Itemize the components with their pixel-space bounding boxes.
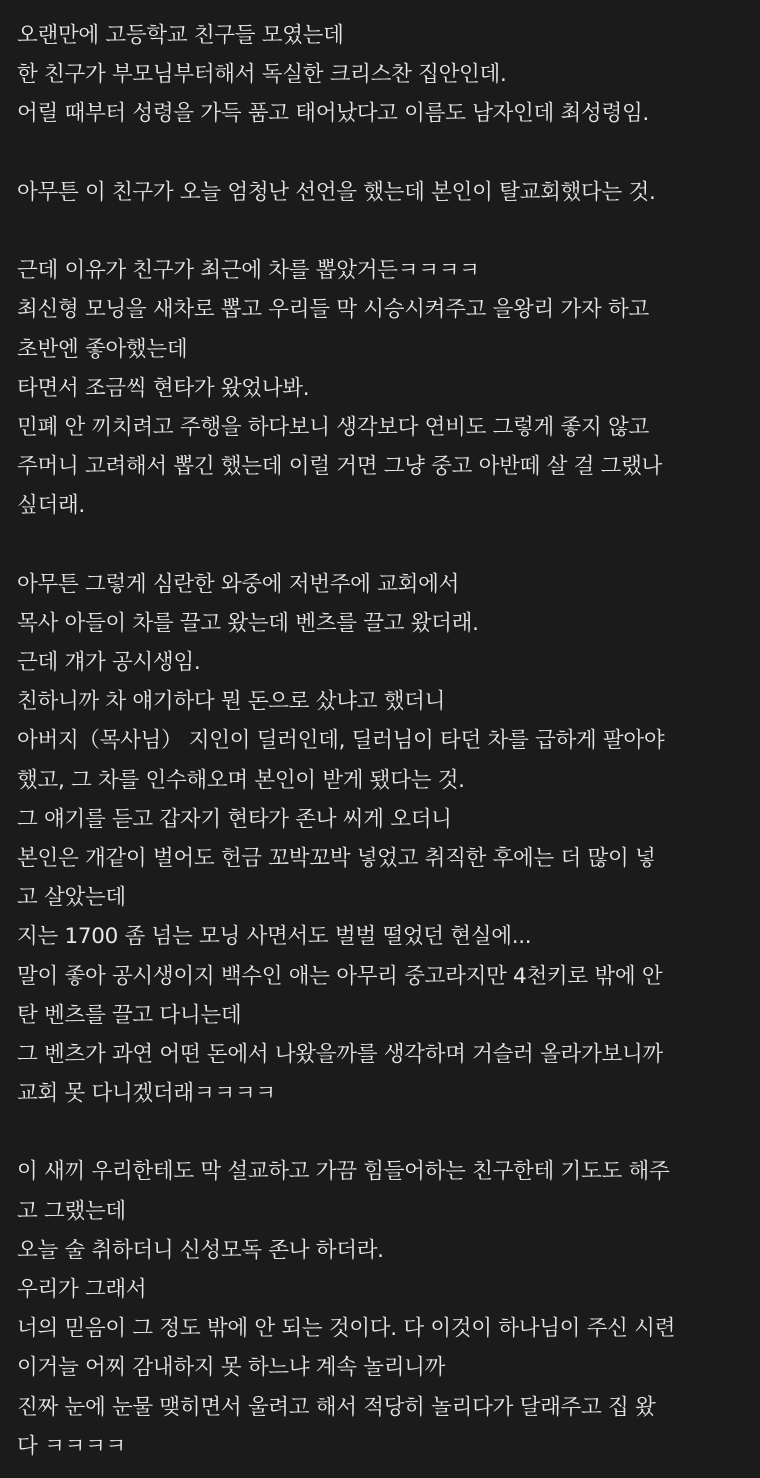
text-line: 타면서 조금씩 현타가 왔었나봐. — [17, 375, 310, 401]
text-line: 교회 못 다니겠더래ㅋㅋㅋㅋ — [17, 1081, 276, 1107]
text-line: 어릴 때부터 성령을 가득 품고 태어났다고 이름도 남자인데 최성령임. — [17, 101, 649, 127]
text-line: 아무튼 그렇게 심란한 와중에 저번주에 교회에서 — [17, 571, 460, 597]
text-line: 아버지（목사님） 지인이 딜러인데, 딜러님이 타던 차를 급하게 팔아야 — [17, 728, 665, 754]
text-line: 목사 아들이 차를 끌고 왔는데 벤츠를 끌고 왔더래. — [17, 610, 479, 636]
text-line: 진짜 눈에 눈물 맺히면서 울려고 해서 적당히 놀리다가 달래주고 집 왔 — [17, 1394, 656, 1420]
paragraph-spacer — [17, 212, 747, 251]
text-line: 그 얘기를 듣고 갑자기 현타가 존나 씨게 오더니 — [17, 806, 452, 832]
text-line: 고 살았는데 — [17, 885, 126, 911]
paragraph-spacer — [17, 134, 747, 173]
text-line: 우리가 그래서 — [17, 1277, 147, 1302]
text-line: 아무튼 이 친구가 오늘 엄청난 선언을 했는데 본인이 탈교회했다는 것. — [17, 179, 656, 205]
text-line: 이거늘 어찌 감내하지 못 하느냐 계속 놀리니까 — [17, 1355, 446, 1381]
text-line: 근데 이유가 친구가 최근에 차를 뽑았거든ㅋㅋㅋㅋ — [17, 258, 480, 284]
text-line: 고 그랬는데 — [17, 1198, 126, 1224]
text-line: 오랜만에 고등학교 친구들 모였는데 — [17, 23, 344, 48]
text-line: 다 ㅋㅋㅋㅋ — [17, 1433, 126, 1459]
text-line: 했고, 그 차를 인수해오며 본인이 받게 됐다는 것. — [17, 767, 465, 793]
text-line: 탄 벤츠를 끌고 다니는데 — [17, 1002, 242, 1028]
text-line: 초반엔 좋아했는데 — [17, 336, 188, 362]
text-line: 한 친구가 부모님부터해서 독실한 크리스찬 집안인데. — [17, 62, 507, 88]
text-line: 본인은 개같이 벌어도 헌금 꼬박꼬박 넣었고 취직한 후에는 더 많이 넣 — [17, 845, 656, 871]
paragraph-spacer — [17, 1113, 747, 1152]
post-body — [17, 16, 747, 1466]
text-line: 민폐 안 끼치려고 주행을 하다보니 생각보다 연비도 그렇게 좋지 않고 — [17, 414, 649, 440]
text-line: 최신형 모닝을 새차로 뽑고 우리들 막 시승시켜주고 을왕리 가자 하고 — [17, 297, 649, 323]
paragraph-spacer — [17, 525, 747, 564]
text-line: 친하니까 차 얘기하다 뭔 돈으로 샀냐고 했더니 — [17, 689, 446, 715]
text-line: 근데 걔가 공시생임. — [17, 650, 201, 675]
text-line: 지는 1700 좀 넘는 모닝 사면서도 벌벌 떨었던 현실에... — [17, 924, 532, 950]
text-line: 그 벤츠가 과연 어떤 돈에서 나왔을까를 생각하며 거슬러 올라가보니까 — [17, 1041, 663, 1067]
text-line: 너의 믿음이 그 정도 밖에 안 되는 것이다. 다 이것이 하나님이 주신 시련 — [17, 1316, 676, 1342]
text-line: 주머니 고려해서 뽑긴 했는데 이럴 거면 그냥 중고 아반떼 살 걸 그랬나 — [17, 454, 663, 480]
text-line: 이 새끼 우리한테도 막 설교하고 가끔 힘들어하는 친구한테 기도도 해주 — [17, 1159, 670, 1185]
text-line: 싶더래. — [17, 493, 85, 519]
text-line: 오늘 술 취하더니 신성모독 존나 하더라. — [17, 1237, 384, 1263]
text-line: 말이 좋아 공시생이지 백수인 애는 아무리 중고라지만 4천키로 밖에 안 — [17, 963, 663, 989]
